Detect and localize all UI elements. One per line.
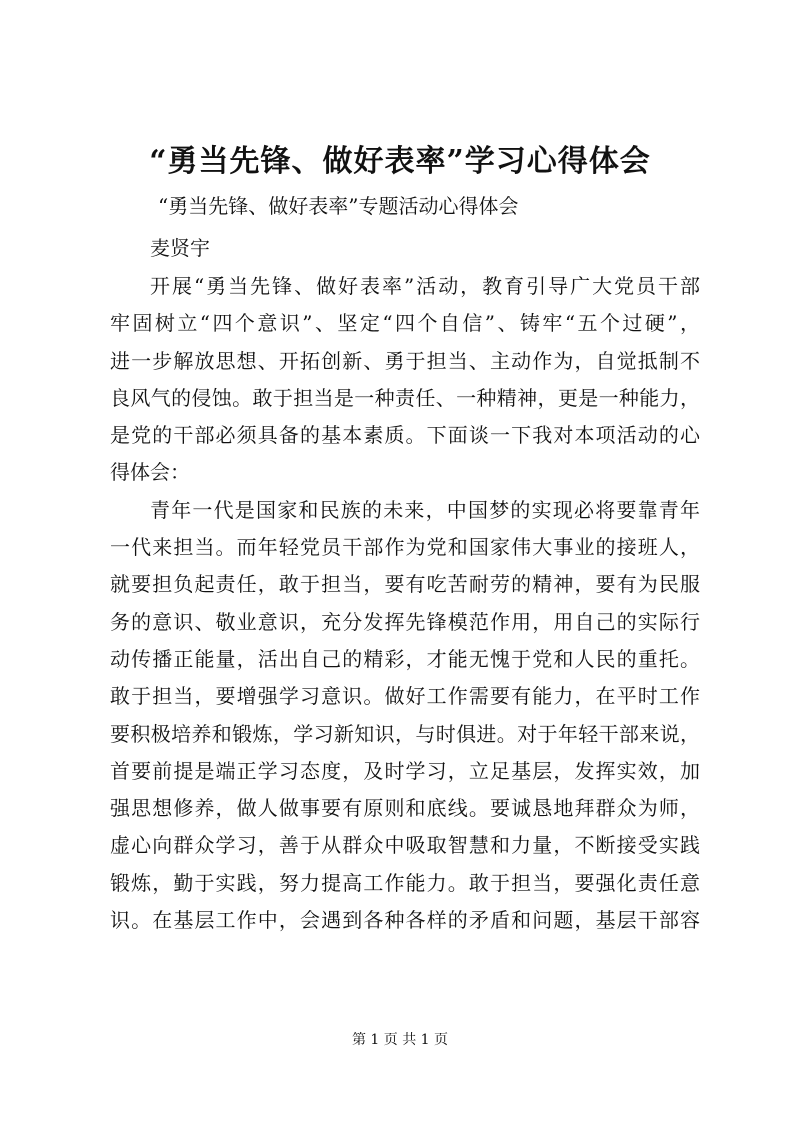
paragraph-line: 是党的干部必须具备的基本素质。下面谈一下我对本项活动的心 [110,423,700,448]
paragraph-line: 务的意识、敬业意识，充分发挥先锋模范作用，用自己的实际行 [110,609,700,634]
paragraph-line: 虚心向群众学习，善于从群众中吸取智慧和力量，不断接受实践 [110,833,700,858]
paragraph-line: 得体会： [110,460,190,485]
paragraph-line: 开展“勇当先锋、做好表率”活动，教育引导广大党员干部 [150,274,700,298]
body-text [110,268,700,939]
document-title: “勇当先锋、做好表率”学习心得体会 [149,144,651,179]
paragraph-line: 要积极培养和锻炼，学习新知识，与时俱进。对于年轻干部来说， [110,721,700,746]
paragraph-line: 青年一代是国家和民族的未来，中国梦的实现必将要靠青年 [150,497,700,522]
paragraph-line: 锻炼，勤于实践，努力提高工作能力。敢于担当，要强化责任意 [110,870,700,895]
paragraph-line: 进一步解放思想、开拓创新、勇于担当、主动作为，自觉抵制不 [110,348,700,373]
page-number-footer: 第 1 页 共 1 页 [351,1032,449,1048]
paragraph-line: 牢固树立“四个意识”、坚定“四个自信”、铸牢“五个过硬”， [110,311,700,336]
author-name: 麦贤宇 [150,236,210,260]
paragraph-line: 敢于担当，要增强学习意识。做好工作需要有能力，在平时工作 [110,684,700,709]
document-subtitle: “勇当先锋、做好表率”专题活动心得体会 [158,194,519,218]
paragraph-line: 强思想修养，做人做事要有原则和底线。要诚恳地拜群众为师， [110,796,700,821]
paragraph-line: 动传播正能量，活出自己的精彩，才能无愧于党和人民的重托。 [110,646,700,671]
paragraph-line: 一代来担当。而年轻党员干部作为党和国家伟大事业的接班人， [110,535,700,560]
paragraph-line: 首要前提是端正学习态度，及时学习，立足基层，发挥实效，加 [110,758,700,783]
paragraph-line: 就要担负起责任，敢于担当，要有吃苦耐劳的精神，要有为民服 [110,572,700,597]
paragraph-line: 良风气的侵蚀。敢于担当是一种责任、一种精神，更是一种能力， [110,385,700,410]
paragraph-line: 识。在基层工作中，会遇到各种各样的矛盾和问题，基层干部容 [110,908,700,933]
